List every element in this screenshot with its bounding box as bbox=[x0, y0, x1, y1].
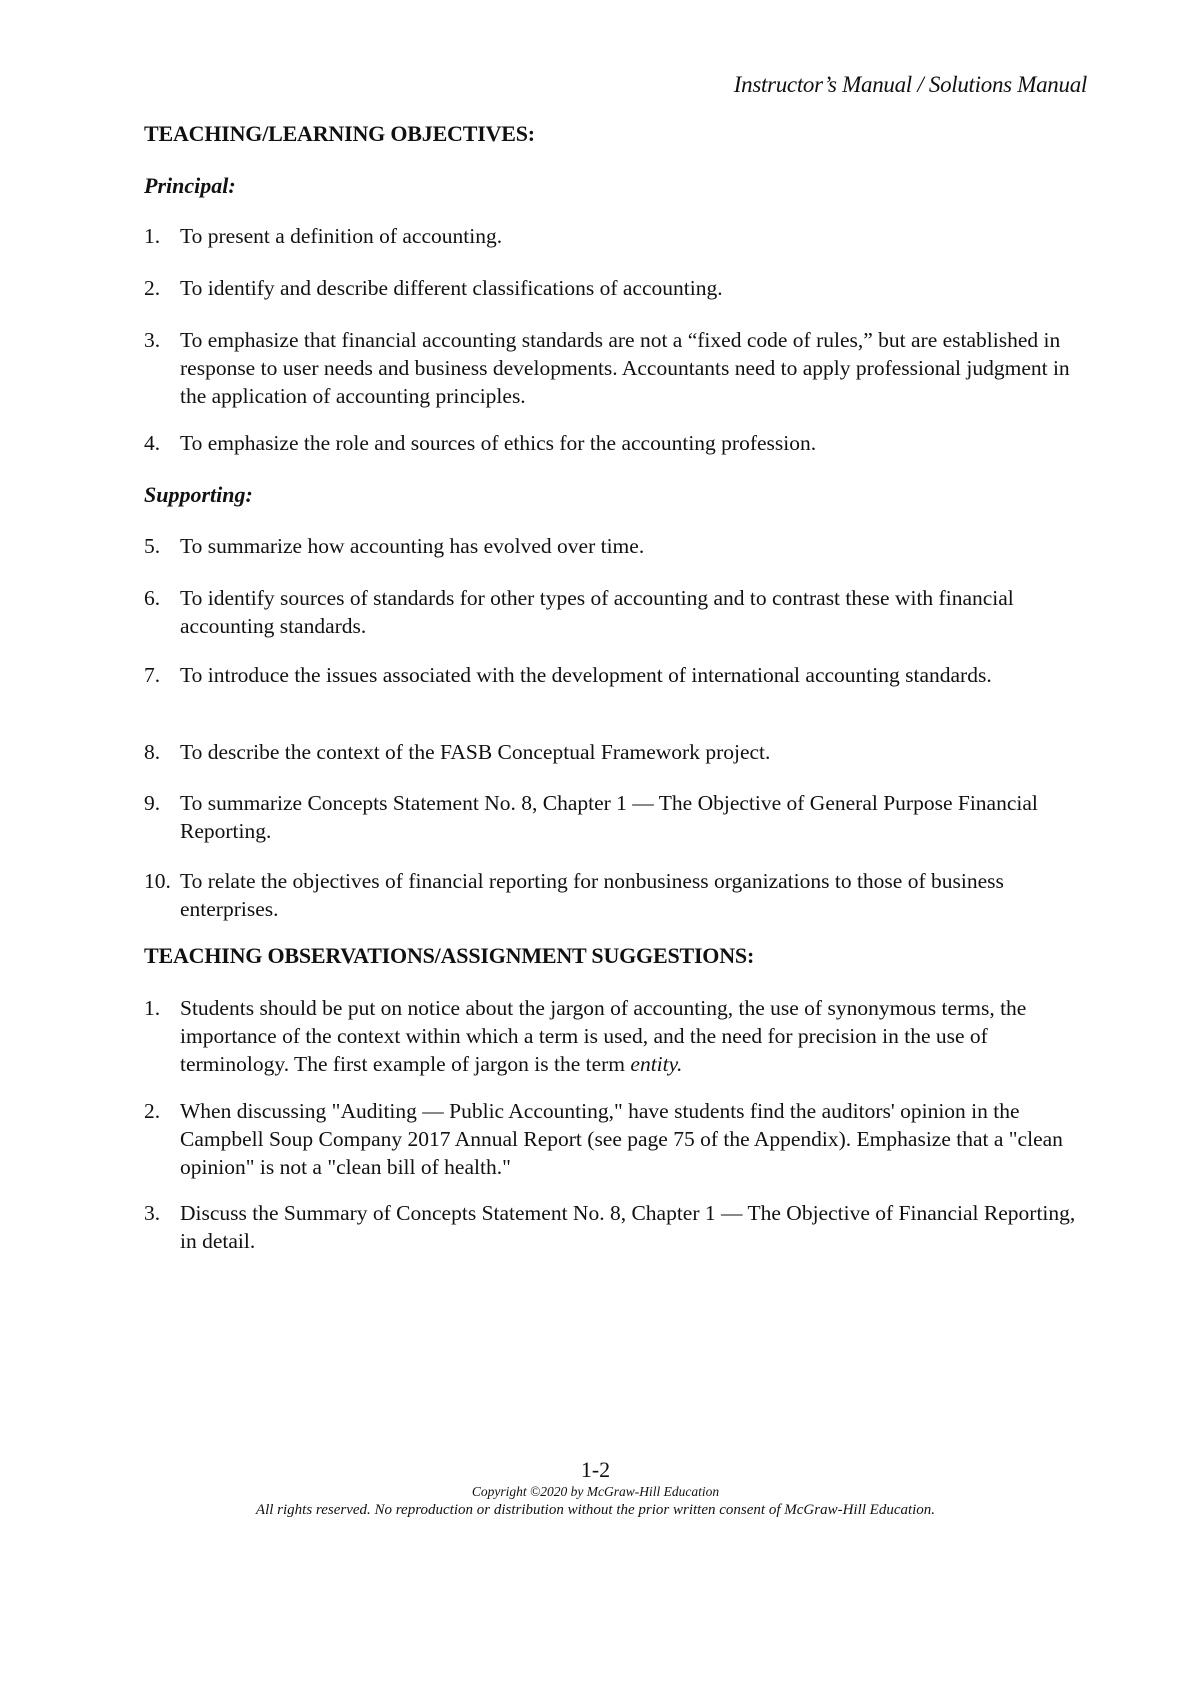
item-text: To describe the context of the FASB Conceptual Framework project. bbox=[180, 740, 771, 764]
suggestions-heading: TEACHING OBSERVATIONS/ASSIGNMENT SUGGESTIONS: bbox=[144, 943, 755, 968]
suggestion-item bbox=[144, 1097, 1084, 1181]
item-number: 1. bbox=[144, 996, 161, 1020]
objective-item bbox=[144, 222, 1084, 250]
item-number: 1. bbox=[144, 224, 161, 248]
suggestion-item bbox=[144, 1199, 1084, 1255]
item-text: To summarize Concepts Statement No. 8, Chapter 1 — The Objective of General Purpose Financial Reporting. bbox=[180, 791, 1038, 843]
item-text: Discuss the Summary of Concepts Statement No. 8, Chapter 1 — The Objective of Financial Reporting, in detail. bbox=[180, 1201, 1076, 1253]
item-number: 3. bbox=[144, 1201, 161, 1225]
objective-item bbox=[144, 429, 1084, 457]
item-number: 2. bbox=[144, 1099, 161, 1123]
item-number: 3. bbox=[144, 328, 161, 352]
item-text: To present a definition of accounting. bbox=[180, 224, 503, 248]
running-header: Instructor’s Manual / Solutions Manual bbox=[733, 72, 1087, 97]
suggestion-item bbox=[144, 994, 1084, 1078]
objective-item bbox=[144, 532, 1084, 560]
item-text: To introduce the issues associated with the development of international accounting standards. bbox=[180, 663, 992, 687]
supporting-subheading: Supporting: bbox=[144, 482, 253, 507]
objective-item bbox=[144, 661, 1084, 689]
rights-notice: All rights reserved. No reproduction or distribution without the prior written consent of McGraw-Hill Education. bbox=[255, 1502, 936, 1518]
item-number: 2. bbox=[144, 276, 161, 300]
item-text: To identify and describe different classifications of accounting. bbox=[180, 276, 723, 300]
objective-item bbox=[144, 584, 1084, 640]
item-number: 9. bbox=[144, 791, 161, 815]
item-text bbox=[180, 994, 1084, 1078]
objective-item bbox=[144, 738, 1084, 766]
item-number: 4. bbox=[144, 431, 161, 455]
item-text: To emphasize that financial accounting standards are not a “fixed code of rules,” but are established in response to user needs and business developments. Accountants need to apply professional judgment in the application of accounting principles. bbox=[180, 328, 1070, 408]
item-number: 6. bbox=[144, 586, 161, 610]
item-number: 8. bbox=[144, 740, 161, 764]
item-text: To emphasize the role and sources of ethics for the accounting profession. bbox=[180, 431, 817, 455]
objective-item bbox=[144, 326, 1084, 410]
objective-item bbox=[144, 789, 1084, 845]
item-text: To identify sources of standards for other types of accounting and to contrast these with financial accounting standards. bbox=[180, 586, 1014, 638]
item-text-body: Students should be put on notice about the jargon of accounting, the use of synonymous terms, the importance of the context within which a term is used, and the need for precision in the use of terminology. The first example of jargon is the term bbox=[180, 996, 1027, 1076]
objectives-heading: TEACHING/LEARNING OBJECTIVES: bbox=[144, 121, 535, 146]
objective-item bbox=[144, 867, 1084, 923]
item-text: When discussing "Auditing — Public Accounting," have students find the auditors' opinion in the Campbell Soup Company 2017 Annual Report (see page 75 of the Appendix). Emphasize that a "clean opinion" is not a "clean bill of health." bbox=[180, 1099, 1063, 1179]
item-number: 5. bbox=[144, 534, 161, 558]
copyright-notice: Copyright ©2020 by McGraw-Hill Education bbox=[471, 1484, 720, 1499]
objective-item bbox=[144, 274, 1084, 302]
item-number: 7. bbox=[144, 663, 161, 687]
item-text: To relate the objectives of financial reporting for nonbusiness organizations to those of business enterprises. bbox=[180, 869, 1004, 921]
principal-subheading: Principal: bbox=[144, 173, 236, 198]
item-number: 10. bbox=[144, 869, 171, 893]
item-text: To summarize how accounting has evolved over time. bbox=[180, 534, 645, 558]
page-number: 1-2 bbox=[580, 1457, 611, 1482]
item-text-emphasis: entity. bbox=[630, 1052, 683, 1076]
